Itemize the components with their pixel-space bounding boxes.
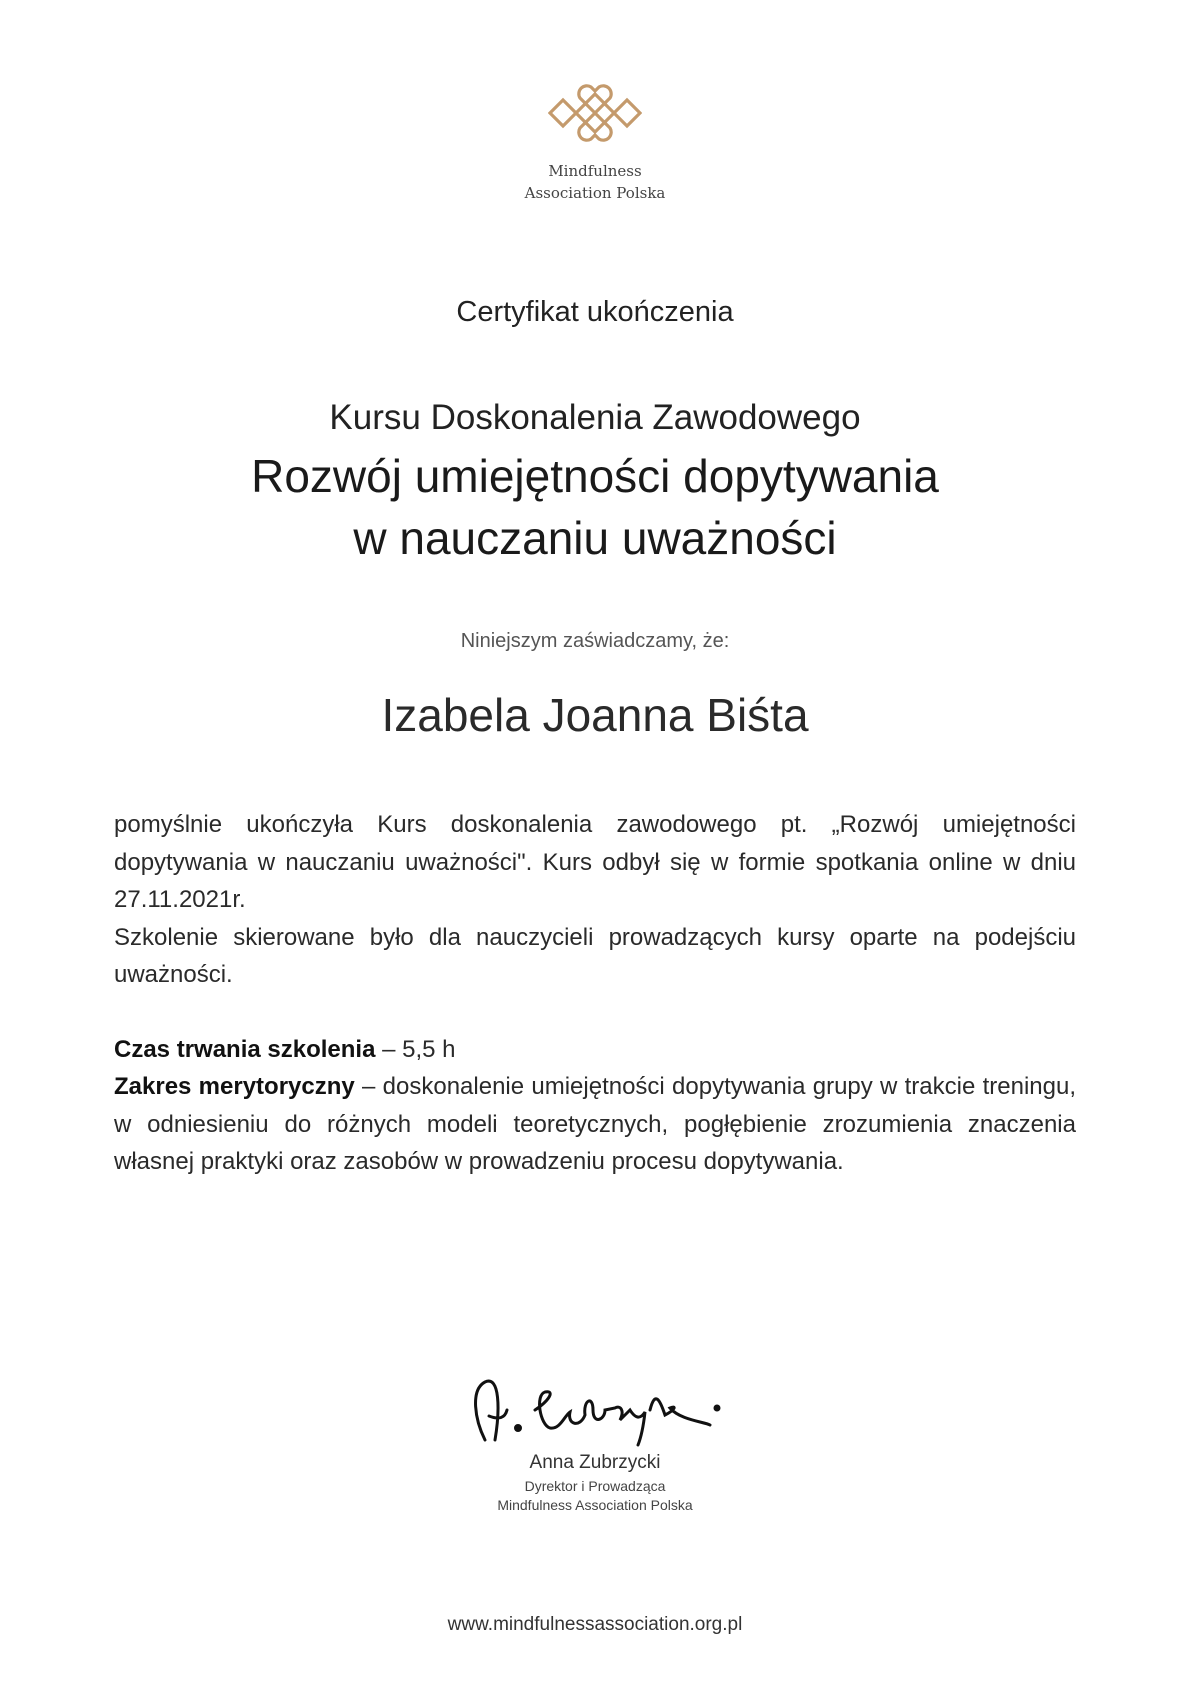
signatory-role: Dyrektor i Prowadząca xyxy=(524,1478,666,1494)
paragraph-audience: Szkolenie skierowane było dla nauczycieli prowadzących kursy oparte na podejściu uważności. xyxy=(114,923,1076,988)
logo-knot-icon xyxy=(548,80,642,146)
intro-text: Niniejszym zaświadczamy, że: xyxy=(460,630,730,652)
course-type: Kursu Doskonalenia Zawodowego xyxy=(329,398,861,437)
duration-label: Czas trwania szkolenia xyxy=(114,1035,376,1063)
course-name-line1: Rozwój umiejętności dopytywania xyxy=(251,450,939,502)
footer-website-link[interactable]: www.mindfulnessassociation.org.pl xyxy=(447,1614,743,1635)
certificate-title: Certyfikat ukończenia xyxy=(456,296,734,328)
handwritten-signature xyxy=(455,1370,735,1450)
duration-value: – 5,5 h xyxy=(375,1035,456,1063)
course-name-line2: w nauczaniu uważności xyxy=(353,512,837,564)
scope-value: – doskonalenie umiejętności dopytywania grupy w trakcie treningu, w odniesieniu do różnych modeli teoretycznych, pogłębienie zrozumienia znaczenia własnej praktyki oraz zasobów w prowadzeniu procesu dopytywania. xyxy=(114,1073,1076,1175)
duration-line xyxy=(114,1031,1076,1069)
recipient-name: Izabela Joanna Biśta xyxy=(381,689,809,741)
logo-text-line1: Mindfulness xyxy=(548,162,642,180)
certificate-body xyxy=(114,806,1076,1181)
signatory-name: Anna Zubrzycki xyxy=(529,1452,661,1473)
signatory-organization: Mindfulness Association Polska xyxy=(497,1497,693,1513)
paragraph-completion: pomyślnie ukończyła Kurs doskonalenia zawodowego pt. „Rozwój umiejętności dopytywania w nauczaniu uważności". Kurs odbył się w formie spotkania online w dniu 27.11.2021r. xyxy=(114,811,1076,913)
scope-label: Zakres merytoryczny xyxy=(114,1073,355,1100)
logo-text-line2: Association Polska xyxy=(524,184,666,202)
scope-line xyxy=(114,1068,1076,1181)
